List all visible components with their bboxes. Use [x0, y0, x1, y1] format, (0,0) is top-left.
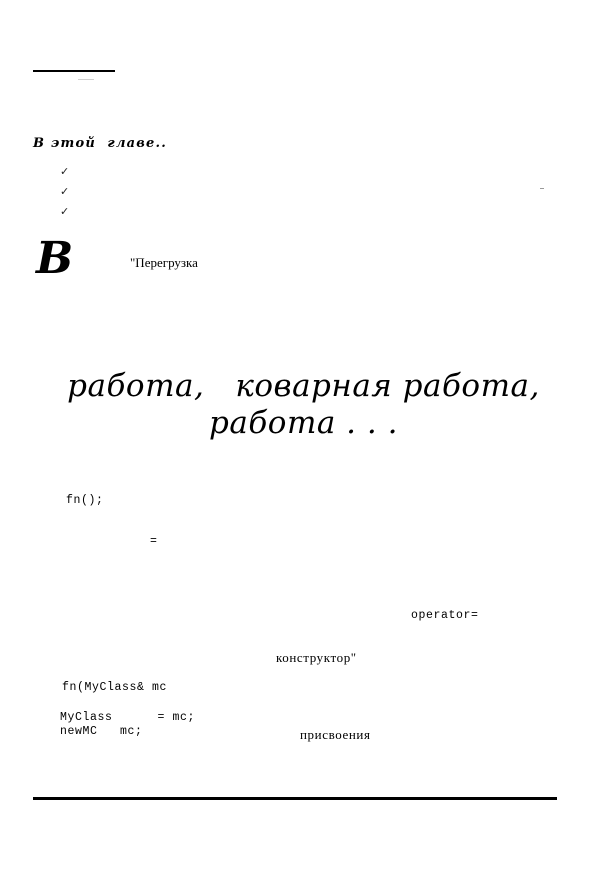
top-horizontal-rule: [33, 70, 115, 72]
chapter-topics-list: [60, 162, 72, 222]
check-icon: ✓: [60, 205, 70, 218]
scan-artifact: [78, 79, 94, 80]
script-title-block: [0, 368, 607, 442]
code-fragment-fn-call: fn();: [66, 494, 104, 507]
list-item: [60, 202, 72, 222]
check-icon: ✓: [60, 185, 70, 198]
list-item: [60, 182, 72, 202]
bottom-horizontal-rule: [33, 797, 557, 800]
code-fragment-newmc-decl: newMC mc;: [60, 725, 143, 738]
code-fragment-operator-assign: operator=: [411, 609, 479, 622]
text-constructor-quote: конструктор": [276, 650, 357, 665]
text-assignment-word: присвоения: [300, 727, 371, 742]
chapter-intro-heading: В этой главе..: [33, 136, 167, 151]
code-fragment-fn-myclass: fn(MyClass& mc: [62, 681, 168, 694]
opening-quote-text: "Перегрузка: [130, 255, 198, 270]
check-icon: ✓: [60, 165, 70, 178]
code-fragment-myclass-decl: MyClass = mc;: [60, 711, 196, 724]
script-title-line-2: работа . . .: [209, 405, 398, 441]
list-item: [60, 162, 72, 182]
script-title-line-1: работа, коварная работа,: [67, 368, 540, 404]
scan-artifact: [540, 188, 544, 189]
drop-cap-letter: В: [36, 233, 74, 284]
code-fragment-equals: =: [150, 535, 158, 548]
